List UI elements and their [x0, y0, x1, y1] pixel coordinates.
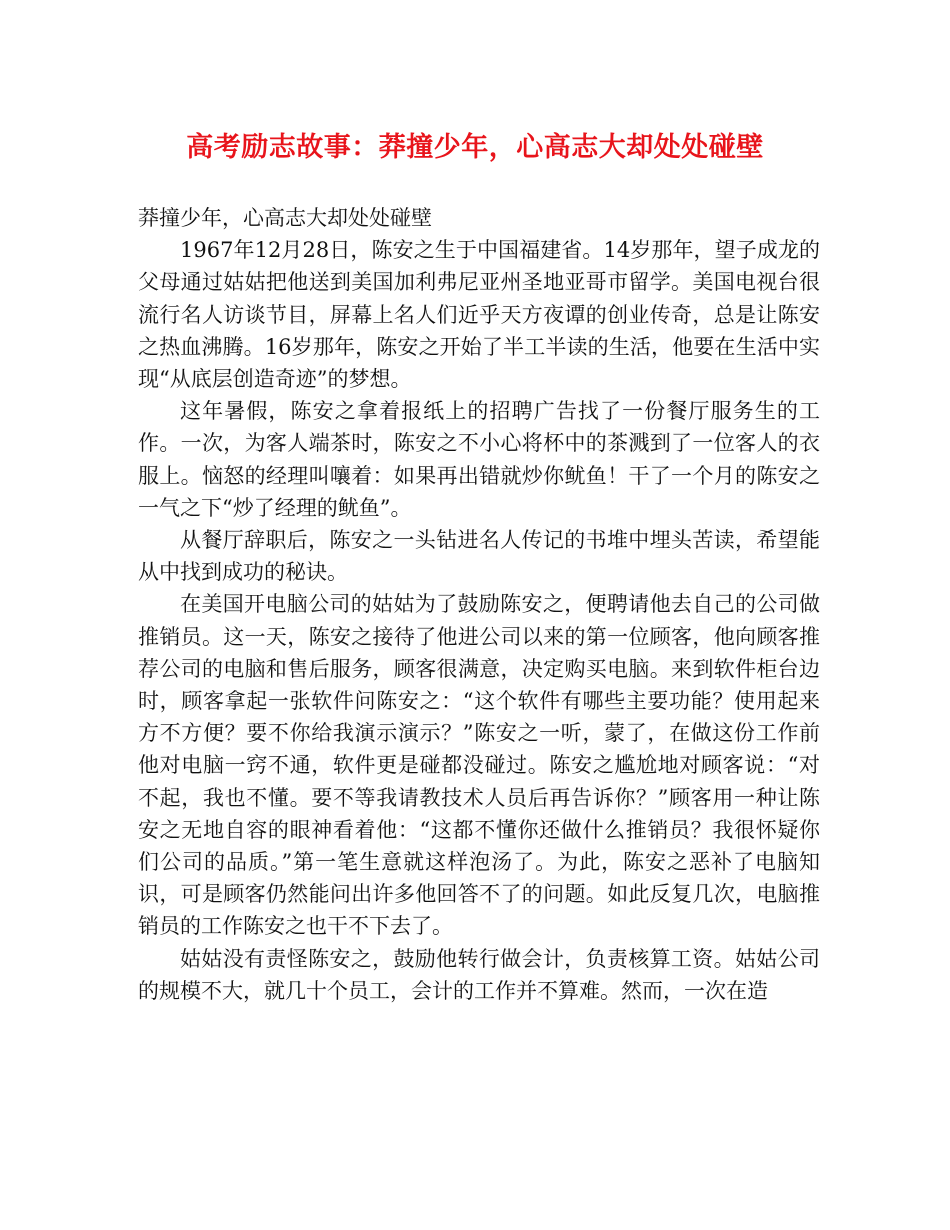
- document-title: 高考励志故事：莽撞少年，心高志大却处处碰壁: [186, 132, 764, 163]
- paragraph: 这年暑假，陈安之拿着报纸上的招聘广告找了一份餐厅服务生的工作。一次，为客人端茶时，陈安之不小心将杯中的茶溅到了一位客人的衣服上。恼怒的经理叫嚷着：如果再出错就炒你鱿鱼！干了一个月的陈安之一气之下“炒了经理的鱿鱼”。: [138, 399, 820, 520]
- paragraph: 姑姑没有责怪陈安之，鼓励他转行做会计，负责核算工资。姑姑公司的规模不大，就几十个员工，会计的工作并不算难。然而，一次在造: [138, 946, 820, 1003]
- document-body: [138, 202, 820, 1007]
- paragraph: 从餐厅辞职后，陈安之一头钻进名人传记的书堆中埋头苦读，希望能从中找到成功的秘诀。: [138, 528, 820, 585]
- paragraph: 1967年12月28日，陈安之生于中国福建省。14岁那年，望子成龙的父母通过姑姑把他送到美国加利弗尼亚州圣地亚哥市留学。美国电视台很流行名人访谈节目，屏幕上名人们近乎天方夜谭的创业传奇，总是让陈安之热血沸腾。16岁那年，陈安之开始了半工半读的生活，他要在生活中实现“从底层创造奇迹”的梦想。: [138, 238, 820, 392]
- paragraph: 在美国开电脑公司的姑姑为了鼓励陈安之，便聘请他去自己的公司做推销员。这一天，陈安之接待了他进公司以来的第一位顾客，他向顾客推荐公司的电脑和售后服务，顾客很满意，决定购买电脑。来到软件柜台边时，顾客拿起一张软件问陈安之：“这个软件有哪些主要功能？使用起来方不方便？要不你给我演示演示？”陈安之一听，蒙了，在做这份工作前他对电脑一窍不通，软件更是碰都没碰过。陈安之尴尬地对顾客说：“对不起，我也不懂。要不等我请教技术人员后再告诉你？”顾客用一种让陈安之无地自容的眼神看着他：“这都不懂你还做什么推销员？我很怀疑你们公司的品质。”第一笔生意就这样泡汤了。为此，陈安之恶补了电脑知识，可是顾客仍然能问出许多他回答不了的问题。如此反复几次，电脑推销员的工作陈安之也干不下去了。: [138, 592, 820, 939]
- section-heading: 莽撞少年，心高志大却处处碰壁: [138, 206, 432, 230]
